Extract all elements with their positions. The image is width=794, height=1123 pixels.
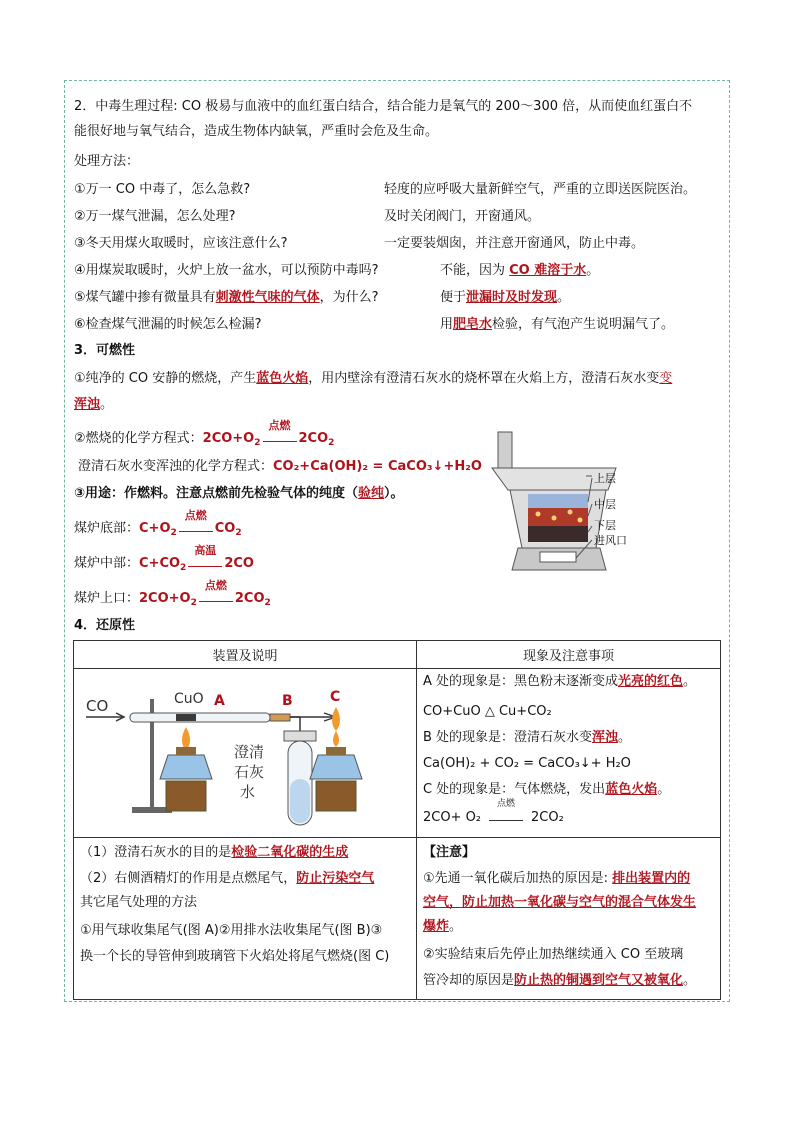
question-2: ②万一煤气泄漏，怎么处理? (74, 209, 236, 224)
label-air-inlet: 进风口 (594, 534, 627, 547)
usage-line: ③用途：作燃料。注意点燃前先检验气体的纯度（验纯）。 (74, 486, 404, 501)
answer-1: 轻度的应呼吸大量新鲜空气，严重的立即送医院医治。 (384, 182, 697, 197)
note-methods-line1: ①用气球收集尾气(图 A)②用排水法收集尾气(图 B)③ (80, 923, 383, 938)
sec4-title: 4．还原性 (74, 618, 136, 633)
hot-coal-layer (528, 508, 588, 526)
coal-stove-diagram (488, 428, 638, 576)
apparatus-figure-cell (74, 669, 417, 838)
label-co-inlet: CO (86, 697, 109, 715)
notes-left-cell (74, 838, 417, 1000)
phenomenon-a: A 处的现象是：黑色粉末逐渐变成光亮的红色。 (422, 674, 697, 689)
combustion-desc-line2: 浑浊。 (74, 397, 114, 412)
table-header-apparatus: 装置及说明 (74, 641, 417, 669)
label-lower-layer: 下层 (594, 519, 616, 532)
sec2-line2: 能很好地与氧气结合，造成生物体内缺氧，严重时会危及生命。 (74, 124, 439, 139)
phenomenon-b: B 处的现象是：澄清石灰水变浑浊。 (422, 730, 632, 745)
answer-5: 便于泄漏时及时发现。 (440, 290, 571, 305)
label-upper-layer: 上层 (594, 472, 616, 485)
note-methods-line2: 换一个长的导管伸到玻璃管下火焰处将尾气燃烧(图 C) (80, 949, 390, 964)
label-a: A (214, 693, 225, 709)
answer-4: 不能，因为 CO 难溶于水。 (440, 263, 600, 278)
sec3-title: 3．可燃性 (74, 343, 136, 358)
reduction-table (73, 640, 721, 1000)
chimney-pipe (498, 432, 512, 468)
combustion-equation: ②燃烧的化学方程式：$2CO+O_2$ 点燃 $2CO_2$ (74, 419, 335, 448)
blue-flame-layer (528, 494, 588, 508)
equation-cuo: CO+CuO △ Cu+CO₂ (422, 704, 552, 719)
label-b: B (282, 693, 293, 709)
sec2-line1: 2．中毒生理过程: CO 极易与血液中的血红蛋白结合，结合能力是氧气的 200～300 倍，从而使血红蛋白不 (74, 99, 693, 114)
label-c: C (330, 689, 341, 705)
equation-limewater: Ca(OH)₂ + CO₂ = CaCO₃↓+ H₂O (422, 756, 631, 771)
label-limewater-1: 澄清 (234, 743, 265, 761)
note-1-line1: ①先通一氧化碳后加热的原因是: 排出装置内的 (422, 871, 691, 886)
question-5: ⑤煤气罐中掺有微量具有刺激性气味的气体，为什么? (74, 290, 379, 305)
equation-co-combustion: 2CO+ O₂ 点燃 2CO₂ (422, 799, 564, 825)
combustion-desc-line1: ①纯净的 CO 安静的燃烧，产生蓝色火焰，用内壁涂有澄清石灰水的烧杯罩在火焰上方，澄清石灰水变变 (74, 371, 673, 386)
treatment-heading: 处理方法： (74, 154, 140, 169)
phenomena-cell (416, 669, 720, 838)
note-heading: 【注意】 (422, 845, 475, 860)
question-4: ④用煤炭取暖时，火炉上放一盆水，可以预防中毒吗? (74, 263, 379, 278)
note-lamp-purpose: （2）右侧酒精灯的作用是点燃尾气，防止污染空气 (80, 871, 375, 886)
note-2-line2: 管冷却的原因是防止热的铜遇到空气又被氧化。 (422, 973, 697, 988)
label-limewater-3: 水 (240, 783, 256, 801)
label-cuo: CuO (174, 691, 204, 707)
note-2-line1: ②实验结束后先停止加热继续通入 CO 至玻璃 (422, 947, 684, 962)
stove-bottom-equation: 煤炉底部：$C+O_2$ 点燃 $CO_2$ (74, 509, 242, 538)
label-limewater-2: 石灰 (234, 763, 265, 781)
note-limewater-purpose: （1）澄清石灰水的目的是检验二氧化碳的生成 (80, 845, 349, 860)
note-1-line2: 空气，防止加热一氧化碳与空气的混合气体发生 (422, 895, 696, 910)
answer-6: 用肥皂水检验，有气泡产生说明漏气了。 (440, 317, 675, 332)
stove-middle-equation: 煤炉中部：$C+CO_2$ 高温 2CO (74, 544, 254, 573)
label-middle-layer: 中层 (594, 498, 616, 511)
question-3: ③冬天用煤火取暖时，应该注意什么? (74, 236, 288, 251)
air-inlet (540, 552, 576, 562)
question-1: ①万一 CO 中毒了，怎么急救? (74, 182, 251, 197)
note-other-methods: 其它尾气处理的方法 (80, 895, 198, 910)
limewater-equation: 澄清石灰水变浑浊的化学方程式：CO₂+Ca(OH)₂ = CaCO₃↓+H₂O (78, 459, 482, 474)
note-1-line3: 爆炸。 (422, 919, 462, 934)
co-reduction-apparatus (74, 669, 414, 833)
phenomenon-c: C 处的现象是：气体燃烧，发出蓝色火焰。 (422, 782, 671, 797)
coal-bottom-layer (528, 526, 588, 542)
answer-3: 一定要装烟囱，并注意开窗通风，防止中毒。 (384, 236, 645, 251)
stove-top-equation: 煤炉上口：$2CO+O_2$ 点燃 $2CO_2$ (74, 579, 271, 608)
table-header-phenomena: 现象及注意事项 (416, 641, 720, 669)
notes-right-cell (416, 838, 720, 1000)
question-6: ⑥检查煤气泄漏的时候怎么检漏? (74, 317, 262, 332)
answer-2: 及时关闭阀门，开窗通风。 (384, 209, 541, 224)
